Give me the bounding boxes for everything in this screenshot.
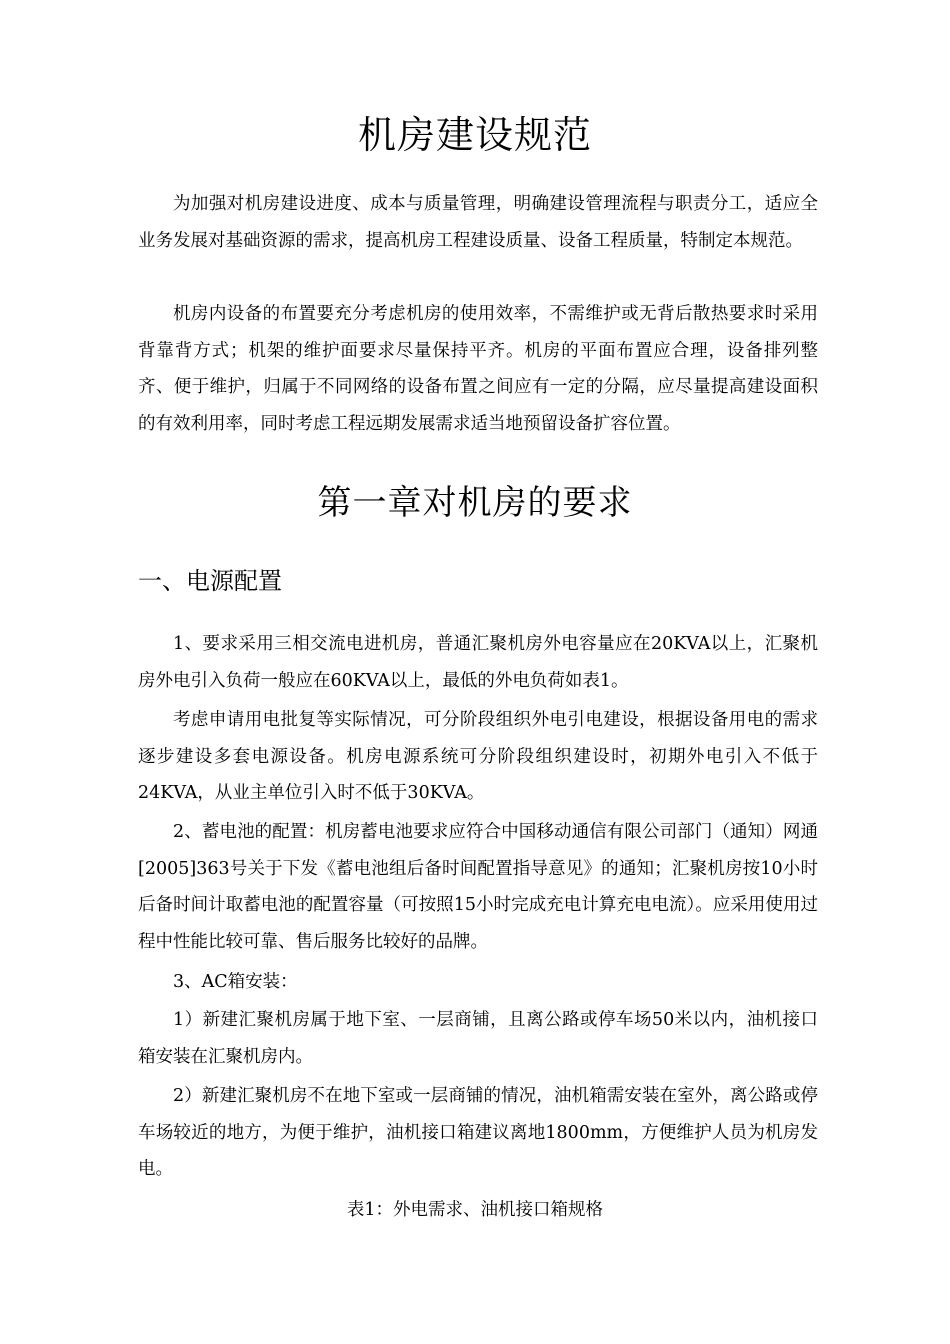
section-paragraph-2: 考虑申请用电批复等实际情况，可分阶段组织外电引电建设，根据设备用电的需求逐步建设多套电源设备。机房电源系统可分阶段组织建设时，初期外电引入不低于24KVA，从业主单位引入时不低于30KVA。	[138, 710, 818, 804]
section-paragraph-5: 1）新建汇聚机房属于地下室、一层商铺，且离公路或停车场50米以内，油机接口箱安装在汇聚机房内。	[138, 1010, 818, 1067]
table-caption: 表1：外电需求、油机接口箱规格	[346, 1200, 604, 1220]
section-paragraph-1: 1、要求采用三相交流电进机房，普通汇聚机房外电容量应在20KVA以上，汇聚机房外电引入负荷一般应在60KVA以上，最低的外电负荷如表1。	[138, 634, 818, 691]
chapter-title: 第一章对机房的要求	[317, 483, 633, 523]
intro-paragraph-1: 为加强对机房建设进度、成本与质量管理，明确建设管理流程与职责分工，适应全业务发展对基础资源的需求，提高机房工程建设质量、设备工程质量，特制定本规范。	[138, 194, 818, 251]
document-title: 机房建设规范	[357, 113, 592, 157]
section-paragraph-3: 2、蓄电池的配置：机房蓄电池要求应符合中国移动通信有限公司部门（通知）网通[2005]363号关于下发《蓄电池组后备时间配置指导意见》的通知；汇聚机房按10小时后备时间计取蓄电池的配置容量（可按照15小时完成充电计算充电电流）。应采用使用过程中性能比较可靠、售后服务比较好的品牌。	[138, 822, 818, 953]
section-paragraph-4: 3、AC箱安装：	[173, 972, 298, 992]
section-title: 一、电源配置	[138, 567, 282, 595]
section-paragraph-6: 2）新建汇聚机房不在地下室或一层商铺的情况，油机箱需安装在室外，离公路或停车场较近的地方，为便于维护，油机接口箱建议离地1800mm，方便维护人员为机房发电。	[138, 1086, 818, 1180]
intro-paragraph-2: 机房内设备的布置要充分考虑机房的使用效率，不需维护或无背后散热要求时采用背靠背方式；机架的维护面要求尽量保持平齐。机房的平面布置应合理，设备排列整齐、便于维护，归属于不同网络的设备布置之间应有一定的分隔，应尽量提高建设面积的有效利用率，同时考虑工程远期发展需求适当地预留设备扩容位置。	[138, 304, 818, 435]
